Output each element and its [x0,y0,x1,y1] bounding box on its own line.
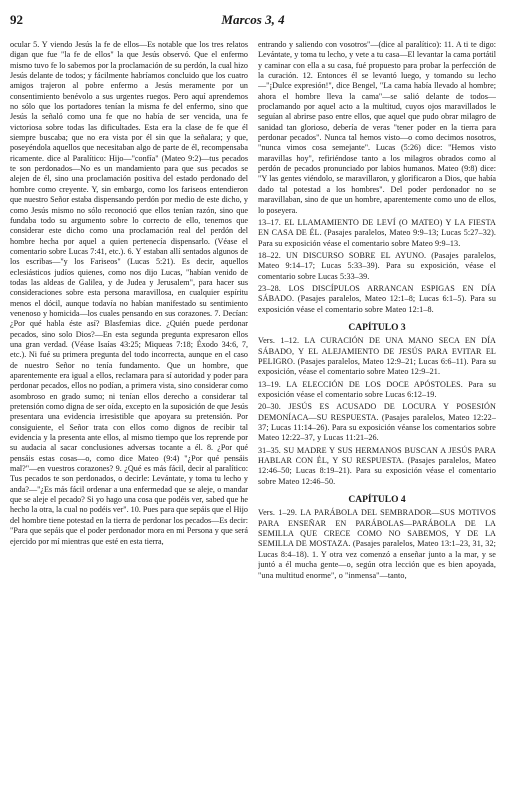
text-columns [10,40,496,780]
section-entry: Vers. 1–29. LA PARÁBOLA DEL SEMBRADOR—SUS MOTIVOS PARA ENSEÑAR EN PARÁBOLAS—PARÁBOLA DE LA SEMILLA QUE CRECE COMO NO SABEMOS, Y DE LA SEMILLA DE MOSTAZA. (Pasajes paralelos, Mateo 13:1–23, 31, 32; Lucas 8:4–18). 1. Y otra vez comenzó a enseñar junto a la mar, y se juntó a él mucha gente—o, según otra lección que es bien apoyada, "una multitud enorme", o "inmensa"—tanto, [258,508,496,580]
page-header [10,12,496,30]
section-entry: 20–30. JESÚS ES ACUSADO DE LOCURA Y POSESIÓN DEMONÍACA—SU RESPUESTA. (Pasajes paralelos, Mateo 12:22–37; Lucas 11:14–26). Para su exposición véanse los comentarios sobre Mateo 12:22–37, y Lucas 11:21–26. [258,402,496,443]
section-entry: 13–19. LA ELECCIÓN DE LOS DOCE APÓSTOLES. Para su exposición véase el comentario sobre Lucas 6:12–19. [258,379,496,399]
section-entry: 23–28. LOS DISCÍPULOS ARRANCAN ESPIGAS EN DÍA SÁBADO. (Pasajes paralelos, Mateo 12:1–8; Lucas 6:1–5). Para su exposición véase el comentario sobre Mateo 12:1–8. [258,283,496,314]
commentary-paragraph: entrando y saliendo con vosotros"—(dice al paralítico): 11. A ti te digo: Levántate, y toma tu lecho, y vete a tu casa—El levantar la cama portátil y caminar con ella a su casa, fué propuesto para probar la perfección de la curación. 12. Entonces él se levantó luego, y tomando su lecho—"¡Dulce expresión!", dice Bengel, "La cama había llevado al hombre; ahora el hombre lleva la cama"—se salió delante de todos—proclamando por aquel acto a la multitud, cuyos ojos maravillados le seguían al abrirse paso entre ellos, que aquel que pudo obrar milagro de sanidad tan glorioso, debería de veras "tener poder en la tierra para perdonar pecados". Nunca tal hemos visto—o como decimos nosotros, "nunca vimos cosa semejante". Lucas (5:26) dice: "Hemos visto maravillas hoy", refiriéndose tanto a los milagros obrados como al perdón de pecados pronunciado por labios humanos. Mateo (9:8) dice: "Y las gentes viéndolo, se maravillaron, y glorificaron a Dios, que había dado tal potestad a los hombres". Del poder perdonador no se maravillaban, sino de que un hombre, aparentemente como uno de ellos, lo poseyera. [258,40,496,215]
section-entry: 13–17. EL LLAMAMIENTO DE LEVÍ (O MATEO) Y LA FIESTA EN CASA DE ÉL. (Pasajes paralelos, Mateo 9:9–13; Lucas 5:27–32). Para su exposición véase el comentario sobre Mateo 9:9–13. [258,217,496,248]
section-entry: 31–35. SU MADRE Y SUS HERMANOS BUSCAN A JESÚS PARA HABLAR CON ÉL, Y SU RESPUESTA. (Pasajes paralelos, Mateo 12:46–50; Lucas 8:19–21). Para su exposición véase el comentario sobre Mateo 12:46–50. [258,445,496,486]
section-entry: 18–22. UN DISCURSO SOBRE EL AYUNO. (Pasajes paralelos, Mateo 9:14–17; Lucas 5:33–39). Para su exposición, véase el comentario sobre Lucas 5:33–39. [258,250,496,281]
chapter-heading: CAPÍTULO 3 [348,322,406,333]
right-column [258,40,496,780]
running-head: Marcos 3, 4 [221,12,285,27]
commentary-paragraph: ocular 5. Y viendo Jesús la fe de ellos—Es notable que los tres relatos digan que fue "la fe de ellos" la que Jesús observó. Que el enfermo mismo tuvo fe lo sabemos por la proclamación de su perdón, la cual hizo Jesús delante de todos; y fácilmente habríamos concluido que los cuatro amigos trajeron al pobre enfermo a Jesús meramente por un consentimiento benévolo a sus urgentes ruegos. Pero aquí aprendemos no sólo que los portadores tenían la misma fe del enfermo, sino que Jesús la señaló como una fe que no había de ser vencida, una fe victoriosa sobre todas las dificultades. Esta era la clase de fe que él siempre buscaba; que no era vista por él sin que la señalara; y que, poseyéndola aquellos que necesitaban algo de parte de él, recompensaba ricamente. dice al Paralítico: Hijo—"confía" (Mateo 9:2)—tus pecados te son perdonados—No es un mandamiento para que sus pecados se alejen de él, sino una proclamación positiva del estado perdonado del hombre como creyente. Y, sin embargo, como los fariseos entendieron que nuestro Señor estaba dispensando perdón por medio de este dicho, y como Jesús mismo no sólo reconoció que ellos tenían razón, sino que fundaba todo su argumento sobre lo correcto de ello, tenemos que considerar este dicho como una proclamación real del perdón del hombre hecha por aquel a quien pertenecía dispensarlo. (Véase el comentario sobre Lucas 7:41, etc.). 6. Y estaban allí sentados algunos de los escribas—"y los Fariseos" (Lucas 5:21). Es decir, aquellos eclesiásticos judíos quienes, como nos dijo Lucas, "habían venido de todas las aldeas de Galilea, y de Judea y Jerusalem", para hacer sus consideraciones sobre esta persona maravillosa, en cualquier espíritu menos el dócil, aunque todavía no habían manifestado su sentimiento venenoso y homicida—los cuales pensando en sus corazones. 7. Decían: ¿Por qué habla éste así? Blasfemias dice. ¿Quién puede perdonar pecados, sino solo Dios?—En esta segunda pregunta expresaron ellos una gran verdad. (Véase Isaías 43:25; Miqueas 7:18; Éxodo 34:6, 7, etc.). Ni fué su primera pregunta del todo incorrecta, aunque en el caso de nuestro Señor no tenía fundamento. Que un hombre, que aparentemente era igual a ellos, reclamara para sí autoridad y poder para perdonar pecados, ellos no podían, a primera vista, sino considerar como asombroso en grado sumo; ni tenían ellos derecho a considerar tal pretensión como digna de ser oída, excepto en la suposición de que Jesús presentara una evidencia irresistible que apoyara su pretensión. Por consiguiente, el Señor trata con ellos como dignos de recibir tal evidencia y la presenta ante ellos, al mismo tiempo que los reprende por su audacia al sacar conclusiones adversas tocante a él. 8. ¿Por qué pensáis estas cosas—o, como dice Mateo (9:4) "¿Por qué pensáis mal?"—en vuestros corazones? 9. ¿Qué es más fácil, decir al paralítico: Tus pecados te son perdonados, o decirle: Levántate, y toma tu lecho y anda?—"¿Es más fácil ordenar a una enfermedad que se aleje, o mandar que se aleje el pecado? Si yo hago una cosa que podéis ver, sabed que he hecho la otra, la cual no podéis ver". 10. Pues para que sepáis que el Hijo del hombre tiene potestad en la tierra de perdonar los pecados—Es decir: "Para que sepáis que el poder perdonador mora en mi Persona y que será ejercido por mí mientras que esté en esta tierra, [10,40,248,546]
section-entry: Vers. 1–12. LA CURACIÓN DE UNA MANO SECA EN DÍA SÁBADO, Y EL ALEJAMIENTO DE JESÚS PARA EVITAR EL PELIGRO. (Pasajes paralelos, Mateo 12:9–21; Lucas 6:6–11). Para su exposición, véase el comentario sobre Mateo 12:9–21. [258,336,496,377]
page-number: 92 [10,12,23,27]
chapter-heading: CAPÍTULO 4 [348,495,406,506]
left-column [10,40,248,780]
